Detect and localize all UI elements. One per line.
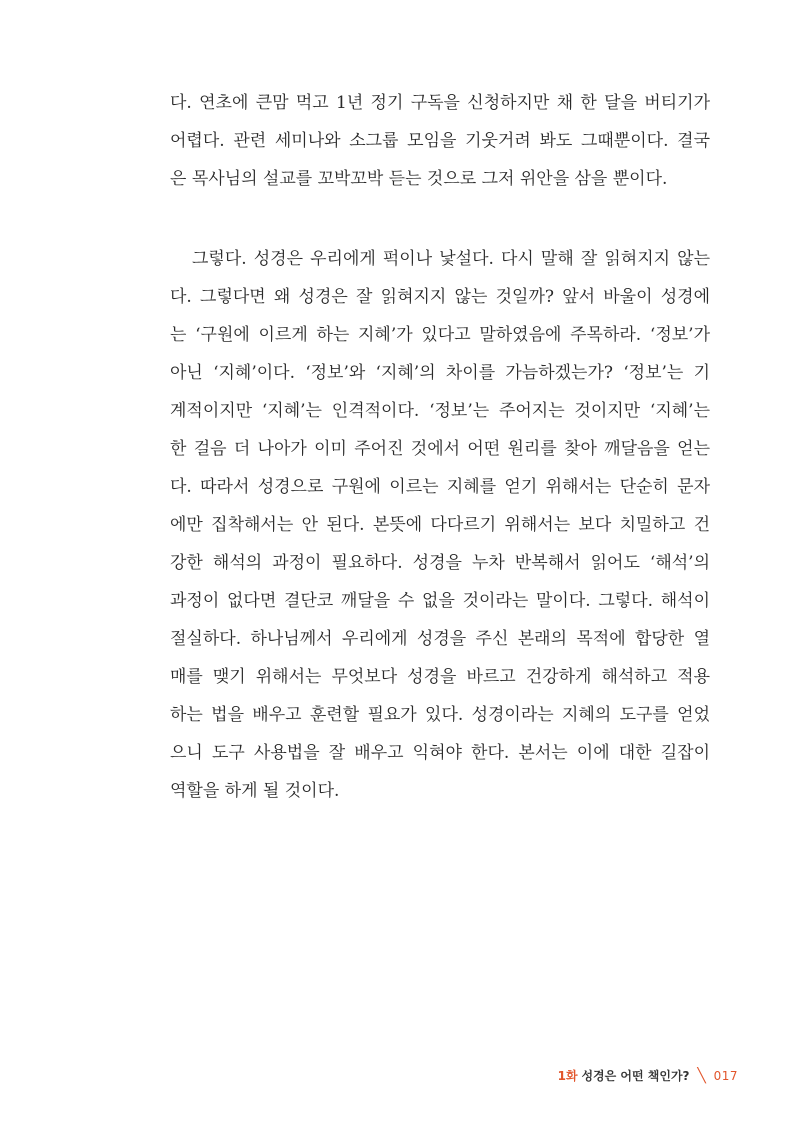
separator-slash: ╲ bbox=[697, 1068, 706, 1084]
page-number: 017 bbox=[713, 1069, 738, 1083]
text-line: 으니 도구 사용법을 잘 배우고 익혀야 한다. 본서는 이에 대한 길잡이 bbox=[170, 743, 710, 763]
text-line: 다. 따라서 성경으로 구원에 이르는 지혜를 얻기 위해서는 단순히 문자 bbox=[170, 477, 710, 497]
text-line: 어렵다. 관련 세미나와 소그룹 모임을 기웃거려 봐도 그때뿐이다. 결국 bbox=[170, 131, 710, 151]
running-footer bbox=[558, 1066, 738, 1086]
text-line: 매를 맺기 위해서는 무엇보다 성경을 바르고 건강하게 해석하고 적용 bbox=[170, 667, 710, 687]
chapter-number: 1화 bbox=[557, 1069, 578, 1083]
paragraph-2 bbox=[170, 240, 710, 810]
text-line: 계적이지만 ‘지혜’는 인격적이다. ‘정보’는 주어지는 것이지만 ‘지혜’는 bbox=[170, 401, 710, 421]
text-line: 다. 연초에 큰맘 먹고 1년 정기 구독을 신청하지만 채 한 달을 버티기가 bbox=[170, 93, 710, 113]
text-line: 는 ‘구원에 이르게 하는 지혜’가 있다고 말하였음에 주목하라. ‘정보’가 bbox=[170, 325, 710, 345]
text-line: 하는 법을 배우고 훈련할 필요가 있다. 성경이라는 지혜의 도구를 얻었 bbox=[170, 705, 710, 725]
text-line: 에만 집착해서는 안 된다. 본뜻에 다다르기 위해서는 보다 치밀하고 건 bbox=[170, 515, 710, 535]
text-line: 그렇다. 성경은 우리에게 퍽이나 낯설다. 다시 말해 잘 읽혀지지 않는 bbox=[192, 249, 710, 269]
text-line: 강한 해석의 과정이 필요하다. 성경을 누차 반복해서 읽어도 ‘해석’의 bbox=[170, 553, 710, 573]
text-line: 한 걸음 더 나아가 이미 주어진 것에서 어떤 원리를 찾아 깨달음을 얻는 bbox=[170, 439, 710, 459]
chapter-title: 성경은 어떤 책인가? bbox=[581, 1069, 690, 1083]
text-line: 은 목사님의 설교를 꼬박꼬박 듣는 것으로 그저 위안을 삼을 뿐이다. bbox=[170, 169, 668, 189]
paragraph-1 bbox=[170, 84, 710, 198]
text-line: 절실하다. 하나님께서 우리에게 성경을 주신 본래의 목적에 합당한 열 bbox=[170, 629, 710, 649]
text-line: 과정이 없다면 결단코 깨달을 수 없을 것이라는 말이다. 그렇다. 해석이 bbox=[170, 591, 710, 611]
text-line: 아닌 ‘지혜’이다. ‘정보’와 ‘지혜’의 차이를 가늠하겠는가? ‘정보’는 기 bbox=[170, 363, 710, 383]
text-line: 역할을 하게 될 것이다. bbox=[170, 781, 340, 801]
text-line: 다. 그렇다면 왜 성경은 잘 읽혀지지 않는 것일까? 앞서 바울이 성경에 bbox=[170, 287, 710, 307]
